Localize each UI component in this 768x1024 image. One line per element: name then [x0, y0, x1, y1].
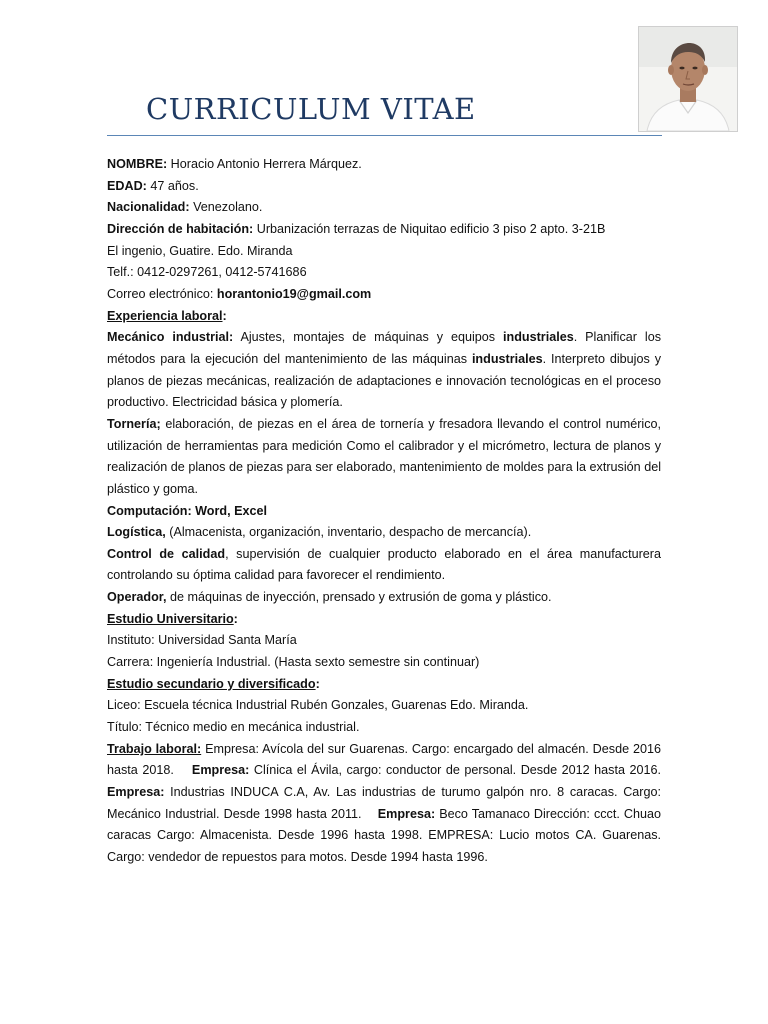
name-value: Horacio Antonio Herrera Márquez. [170, 157, 362, 171]
work-heading: Trabajo laboral: [107, 741, 202, 756]
title-divider [107, 135, 662, 136]
work-text-4: Beco Tamanaco Dirección: ccct. Chuao caracas Cargo: Almacenista. Desde 1996 hasta 1998. EMPRESA: Lucio motos CA. Guarenas. Cargo: vendedor de repuestos para motos. Desde 1994 hasta 1996. [107, 806, 661, 864]
experience-heading-line: Experiencia laboral: [107, 308, 227, 323]
operador-text: de máquinas de inyección, prensado y extrusión de goma y plástico. [170, 590, 552, 605]
work-bold-1: Empresa: [191, 763, 250, 778]
age-label: EDAD: [107, 178, 147, 193]
logistica-label: Logística, [107, 525, 166, 540]
calidad-label: Control de calidad [107, 546, 226, 561]
operador-line [107, 587, 661, 609]
mecanico-text-1: Ajustes, montajes de máquinas y equipos [240, 330, 496, 345]
mecanico-bold-2: industriales [471, 351, 543, 366]
address-value: Urbanización terrazas de Niquitao edificio 3 piso 2 apto. 3-21B [256, 221, 606, 236]
secondary-degree: Título: Técnico medio en mecánica industrial. [107, 720, 360, 735]
name-label: NOMBRE: [107, 157, 168, 171]
university-institute: Instituto: Universidad Santa María [107, 633, 297, 648]
torneria-label: Tornería; [107, 416, 161, 431]
nationality-label: Nacionalidad: [107, 200, 190, 215]
secondary-heading-line: Estudio secundario y diversificado: [107, 676, 320, 691]
university-career: Carrera: Ingeniería Industrial. (Hasta sexto semestre sin continuar) [107, 655, 480, 670]
address-label: Dirección de habitación: [107, 221, 254, 236]
cv-content [107, 154, 661, 869]
age-line [107, 176, 661, 198]
calidad-paragraph [107, 544, 661, 587]
experience-heading: Experiencia laboral [107, 308, 223, 323]
profile-photo [638, 26, 738, 132]
address-line [107, 219, 661, 241]
mecanico-paragraph [107, 327, 661, 414]
secondary-school: Liceo: Escuela técnica Industrial Rubén Gonzales, Guarenas Edo. Miranda. [107, 698, 529, 713]
mecanico-bold-1: industriales [503, 330, 574, 345]
age-value: 47 años. [150, 178, 199, 193]
torneria-paragraph [107, 414, 661, 501]
computacion-line [107, 501, 661, 523]
portrait-image [639, 27, 737, 131]
work-text-1: Empresa: Avícola del sur Guarenas. Cargo: encargado del almacén. Desde 2016 hasta 2018. [107, 741, 661, 778]
operador-label: Operador, [107, 590, 167, 605]
email-label: Correo electrónico: [107, 286, 214, 301]
mecanico-label: Mecánico industrial: [107, 330, 234, 345]
nationality-line [107, 197, 661, 219]
phone-line: Telf.: 0412-0297261, 0412-5741686 [107, 265, 307, 280]
calidad-text: , supervisión de cualquier producto elaborado en el área manufacturera controlando su óptima calidad para favorecer el rendimiento. [107, 546, 661, 583]
university-heading-line: Estudio Universitario: [107, 611, 238, 626]
logistica-line [107, 522, 661, 544]
computacion-label: Computación: Word, Excel [107, 503, 268, 518]
logistica-text: (Almacenista, organización, inventario, despacho de mercancía). [169, 525, 532, 540]
work-bold-3: Empresa: [377, 806, 436, 821]
university-heading: Estudio Universitario [107, 611, 234, 626]
email-line [107, 284, 661, 306]
work-bold-2: Empresa: [107, 785, 165, 800]
work-paragraph [107, 739, 661, 869]
email-value[interactable]: horantonio19@gmail.com [216, 286, 372, 301]
address-line-2: El ingenio, Guatire. Edo. Miranda [107, 243, 293, 258]
page-title: CURRICULUM VITAE [146, 92, 476, 126]
work-text-3: Industrias INDUCA C.A, Av. Las industrias de turumo galpón nro. 8 caracas. Cargo: Mecánico Industrial. Desde 1998 hasta 2011. [107, 785, 661, 821]
name-line [107, 154, 661, 176]
mecanico-text-3: . Interpreto dibujos y planos de piezas mecánicas, realización de adaptaciones e innovación tecnológicas en el proceso productivo. Electricidad básica y plomería. [107, 351, 661, 410]
mecanico-text-2: . Planificar los métodos para la ejecución del mantenimiento de las máquinas [107, 330, 661, 366]
work-text-2: Clínica el Ávila, cargo: conductor de personal. Desde 2012 hasta 2016. [249, 763, 661, 778]
nationality-value: Venezolano. [193, 200, 263, 215]
secondary-heading: Estudio secundario y diversificado [107, 676, 316, 691]
torneria-text: elaboración, de piezas en el área de tornería y fresadora llevando el control numérico, utilización de herramientas para medición Como el calibrador y el micrómetro, lectura de planos y realización de planos de piezas para ser elaborado, mantenimiento de moldes para la extrusión del plástico y goma. [107, 416, 661, 496]
